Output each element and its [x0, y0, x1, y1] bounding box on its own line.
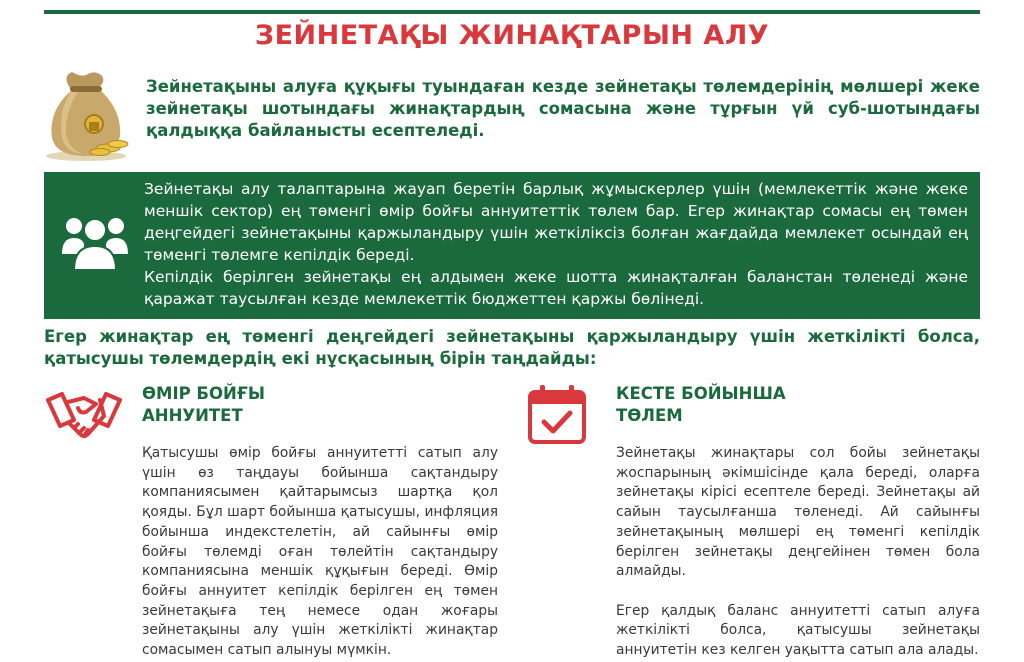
page-title: ЗЕЙНЕТАҚЫ ЖИНАҚТАРЫН АЛУ [254, 20, 770, 51]
money-bag-icon [42, 66, 132, 162]
info-paragraph-1: Зейнетақы алу талаптарына жауап беретін барлық жұмыскерлер үшін (мемлекеттік және жеке меншік сектор) ең төменгі өмір бойғы аннуитеттік төлем бар. Егер жинақтар сомасы ең төмен деңгейдегі зейнетақыны қаржыландыру үшін жеткіліксіз болған жағдайда мемлекет осындай ең төменгі төлемге кепілдік береді. [144, 180, 968, 264]
info-paragraph-2: Кепілдік берілген зейнетақы ең алдымен жеке шотта жинақталған баланстан төленеді және қаражат таусылған кезде мемлекеттік бюджеттен қаржы бөлінеді. [144, 268, 968, 308]
option-left-heading [142, 383, 442, 427]
intro-text: Зейнетақыны алуға құқығы туындаған кезде зейнетақы төлемдерінің мөлшері жеке зейнетақы шотындағы жинақтардың сомасына және тұрғын үй суб-шотындағы қалдыққа байланысты есептеледі. [146, 77, 980, 140]
option-left-title-line2: АННУИТЕТ [142, 406, 243, 425]
info-box-text [144, 178, 968, 310]
top-divider [44, 10, 980, 14]
option-left-title-line1: ӨМІР БОЙҒЫ [142, 384, 265, 403]
option-right-title-line1: КЕСТЕ БОЙЫНША [616, 384, 786, 403]
condition-text: Егер жинақтар ең төменгі деңгейдегі зейнетақыны қаржыландыру үшін жеткілікті болса, қатысушы төлемдердің екі нұсқасының бірін таңдайды: [44, 327, 980, 368]
option-left-text: Қатысушы өмір бойғы аннуитетті сатып алу үшін өз таңдауы бойынша сақтандыру компаниясымен қайтарымсыз шартқа қол қояды. Бұл шарт бойынша қатысушы, инфляция бойынша индекстелетін, ай сайынғы өмір бойғы төлемді оған төлейтін сақтандыру компаниясына меншік құқығын береді. Өмір бойғы аннуитет кепілдік берілген ең төмен зейнетақыға тең немесе одан жоғары зейнетақыны алу үшін жеткілікті жинақтар сомасымен сатып алынуы мүмкін. [142, 445, 498, 659]
handshake-icon [44, 386, 124, 444]
option-right-title-line2: ТӨЛЕМ [616, 406, 683, 425]
option-right-heading [616, 383, 916, 427]
info-box [44, 172, 980, 319]
option-right-text [616, 444, 980, 661]
calendar-check-icon [524, 382, 590, 446]
option-right-paragraph-1: Зейнетақы жинақтары сол бойы зейнетақы жоспарының әкімшісінде қала береді, оларға зейнетақы кірісі есептеле береді. Зейнетақы ай сайын таусылғанша төленеді. Ай сайынғы зейнетақының мөлшері ең төменгі кепілдік берілген зейнетақы деңгейінен төмен бола алмайды. [616, 445, 980, 580]
people-group-icon [60, 208, 130, 274]
option-right-paragraph-2: Егер қалдық баланс аннуитетті сатып алуға жеткілікті болса, қатысушы зейнетақы аннуитетін кез келген уақытта сатып ала алады. [616, 602, 980, 659]
